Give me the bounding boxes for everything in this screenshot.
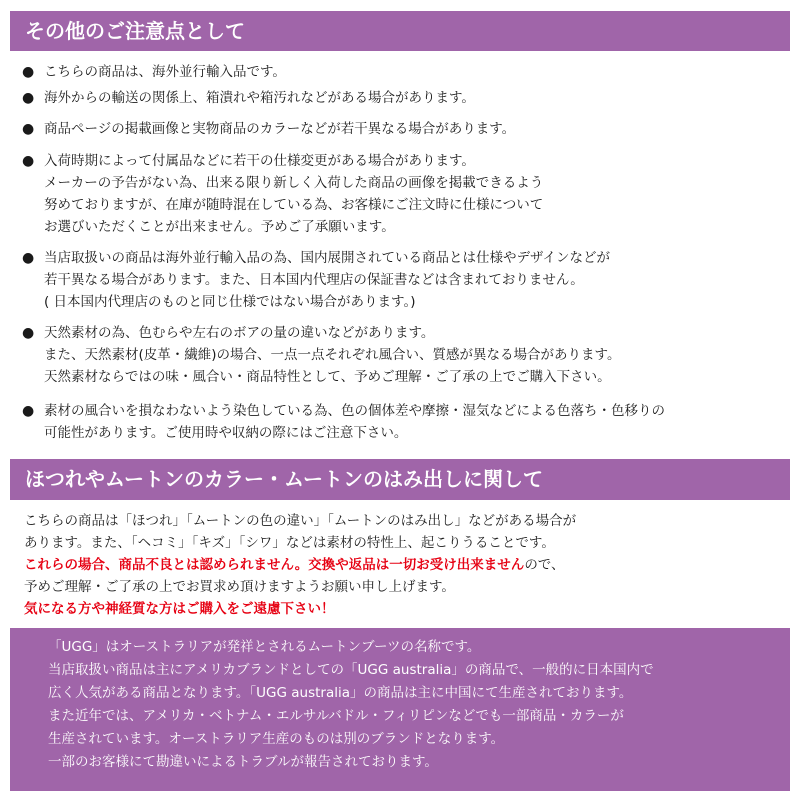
ugg-note-text: 当店取扱い商品は主にアメリカブランドとしての「UGG australia」の商品で、一般的に日本国内で [48, 662, 654, 678]
bullet-icon: ● [22, 153, 35, 169]
precaution-text: メーカーの予告がない為、出来る限り新しく入荷した商品の画像を掲載できるよう [44, 175, 544, 191]
bullet-icon: ● [22, 121, 35, 137]
precaution-item [22, 87, 792, 109]
precaution-text: 素材の風合いを損なわないよう染色している為、色の個体差や摩擦・湿気などによる色落ち・色移りの [44, 403, 665, 419]
precaution-text: ( 日本国内代理店のものと同じ仕様ではない場合があります。) [44, 294, 416, 310]
precaution-text: 当店取扱いの商品は海外並行輸入品の為、国内展開されている商品とは仕様やデザインなどが [44, 250, 611, 266]
fraying-text: あります。また、「ヘコミ」「キズ」「シワ」などは素材の特性上、起こりうることです。 [24, 535, 555, 551]
bullet-icon: ● [22, 325, 35, 341]
bullet-icon: ● [22, 64, 35, 80]
precaution-text: 若干異なる場合があります。また、日本国内代理店の保証書などは含まれておりません。 [44, 272, 584, 288]
fraying-text: 予めご理解・ご了承の上でお買求め頂けますようお願い申し上げます。 [24, 579, 455, 595]
precaution-text: また、天然素材(皮革・繊維)の場合、一点一点それぞれ風合い、質感が異なる場合があります。 [44, 347, 621, 363]
precaution-item [22, 150, 792, 238]
precaution-text: 天然素材の為、色むらや左右のボアの量の違いなどがあります。 [44, 325, 435, 341]
precaution-item [22, 400, 792, 444]
ugg-note-text: 一部のお客様にて勘違いによるトラブルが報告されております。 [48, 754, 438, 770]
bullet-icon: ● [22, 90, 35, 106]
bullet-icon: ● [22, 403, 35, 419]
precaution-text: お選びいただくことが出来ません。予めご了承願います。 [44, 219, 395, 235]
fraying-text-mixed [24, 554, 784, 576]
precaution-text: 海外からの輸送の関係上、箱潰れや箱汚れなどがある場合があります。 [44, 90, 475, 106]
ugg-note-text: 生産されています。オーストラリア生産のものは別のブランドとなります。 [48, 731, 505, 747]
sensitive-customer-warning: 気になる方や神経質な方はご購入をご遠慮下さい！ [24, 601, 335, 617]
precaution-text: こちらの商品は、海外並行輸入品です。 [44, 64, 286, 80]
precaution-text: 天然素材ならではの味・風合い・商品特性として、予めご理解・ご了承の上でご購入下さい。 [44, 369, 611, 385]
precautions-heading: その他のご注意点として [10, 11, 790, 51]
precaution-text: 商品ページの掲載画像と実物商品のカラーなどが若干異なる場合があります。 [44, 121, 516, 137]
precaution-item [22, 322, 792, 388]
fraying-text: ので、 [524, 557, 565, 573]
bullet-icon: ● [22, 250, 35, 266]
precaution-text: 可能性があります。ご使用時や収納の際にはご注意下さい。 [44, 425, 408, 441]
ugg-note-text: 「UGG」はオーストラリアが発祥とされるムートンブーツの名称です。 [48, 639, 481, 655]
fraying-notice [24, 510, 784, 620]
ugg-note-text: また近年では、アメリカ・ベトナム・エルサルバドル・フィリピンなどでも一部商品・カラーが [48, 708, 624, 724]
precaution-text: 努めておりますが、在庫が随時混在している為、お客様にご注文時に仕様について [44, 197, 544, 213]
ugg-note-text: 広く人気がある商品となります。「UGG australia」の商品は主に中国にて生産されております。 [48, 685, 633, 701]
ugg-brand-note [10, 628, 790, 791]
fraying-text: こちらの商品は「ほつれ」「ムートンの色の違い」「ムートンのはみ出し」などがある場合が [24, 513, 577, 529]
precaution-item [22, 61, 792, 83]
precaution-item [22, 247, 792, 313]
fraying-heading: ほつれやムートンのカラー・ムートンのはみ出しに関して [10, 459, 790, 500]
no-return-warning: これらの場合、商品不良とは認められません。交換や返品は一切お受け出来ません [24, 557, 525, 573]
precaution-item [22, 118, 792, 140]
precaution-text: 入荷時期によって付属品などに若干の仕様変更がある場合があります。 [44, 153, 475, 169]
